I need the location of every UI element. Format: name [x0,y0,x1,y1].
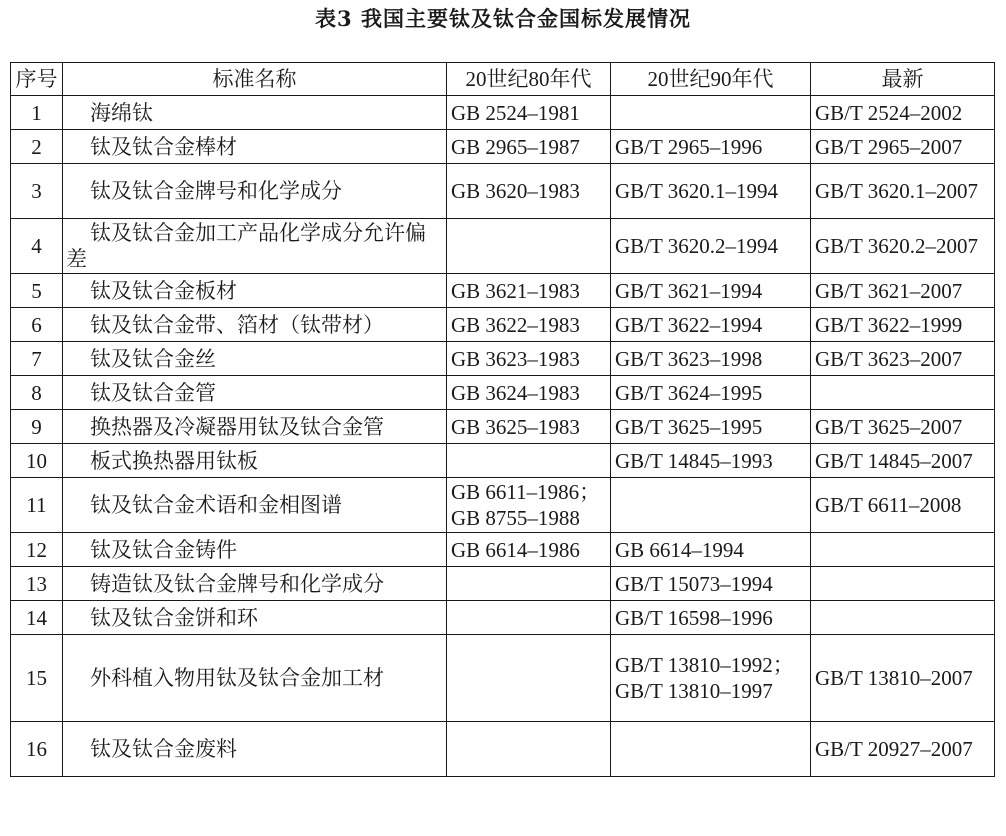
header-no: 序号 [11,63,63,96]
standard-latest: GB/T 3620.1–2007 [811,164,995,219]
standard-1980s: GB 3620–1983 [447,164,611,219]
standard-latest: GB/T 14845–2007 [811,444,995,478]
standard-1990s [611,478,811,533]
row-number: 16 [11,722,63,777]
header-1980s: 20世纪80年代 [447,63,611,96]
standard-1990s: GB/T 3623–1998 [611,342,811,376]
standard-name: 钛及钛合金铸件 [63,533,447,567]
table-row [11,376,995,410]
standard-latest: GB/T 3622–1999 [811,308,995,342]
standard-name: 钛及钛合金棒材 [63,130,447,164]
row-number: 6 [11,308,63,342]
standard-1980s [447,478,611,533]
standard-1990s [611,96,811,130]
table-title: 表3 我国主要钛及钛合金国标发展情况 [315,6,691,31]
standard-1980s [447,567,611,601]
table-row [11,274,995,308]
table-row [11,722,995,777]
standard-1990s: GB/T 16598–1996 [611,601,811,635]
standard-name: 钛及钛合金带、箔材（钛带材） [63,308,447,342]
standard-name: 钛及钛合金加工产品化学成分允许偏差 [63,219,447,274]
row-number: 5 [11,274,63,308]
standard-name: 钛及钛合金管 [63,376,447,410]
standard-1980s: GB 3621–1983 [447,274,611,308]
table-row [11,635,995,722]
standard-latest: GB/T 2965–2007 [811,130,995,164]
table-row [11,410,995,444]
row-number: 3 [11,164,63,219]
table-row [11,567,995,601]
standard-1980s: GB 2524–1981 [447,96,611,130]
row-number: 10 [11,444,63,478]
standard-1990s: GB/T 13810–1992；GB/T 13810–1997 [611,635,811,722]
standard-name: 铸造钛及钛合金牌号和化学成分 [63,567,447,601]
standard-1990s: GB 6614–1994 [611,533,811,567]
standard-1980s: GB 3625–1983 [447,410,611,444]
standard-1980s: GB 3623–1983 [447,342,611,376]
header-row [11,63,995,96]
header-1990s: 20世纪90年代 [611,63,811,96]
standard-latest [811,376,995,410]
standard-latest: GB/T 3625–2007 [811,410,995,444]
standard-1990s [611,722,811,777]
row-number: 15 [11,635,63,722]
standard-name: 钛及钛合金废料 [63,722,447,777]
row-number: 9 [11,410,63,444]
row-number: 4 [11,219,63,274]
standard-latest: GB/T 3623–2007 [811,342,995,376]
standard-1980s: GB 3622–1983 [447,308,611,342]
standard-1980s-line: GB 6611–1986； [451,480,601,504]
row-number: 2 [11,130,63,164]
standard-1990s: GB/T 15073–1994 [611,567,811,601]
row-number: 1 [11,96,63,130]
standard-1990s: GB/T 3621–1994 [611,274,811,308]
table-row [11,533,995,567]
table-row [11,308,995,342]
standard-1980s [447,722,611,777]
header-name: 标准名称 [63,63,447,96]
standard-name: 换热器及冷凝器用钛及钛合金管 [63,410,447,444]
standard-name: 钛及钛合金饼和环 [63,601,447,635]
standard-1980s [447,635,611,722]
standard-1990s: GB/T 3624–1995 [611,376,811,410]
standard-name: 海绵钛 [63,96,447,130]
standard-1990s: GB/T 14845–1993 [611,444,811,478]
standard-1980s: GB 6614–1986 [447,533,611,567]
standard-1990s: GB/T 2965–1996 [611,130,811,164]
standard-latest [811,533,995,567]
standard-latest: GB/T 3620.2–2007 [811,219,995,274]
standard-name: 钛及钛合金丝 [63,342,447,376]
standard-1990s: GB/T 3625–1995 [611,410,811,444]
header-latest: 最新 [811,63,995,96]
table-row [11,96,995,130]
standard-name: 外科植入物用钛及钛合金加工材 [63,635,447,722]
table-row [11,478,995,533]
standard-1980s [447,219,611,274]
table-row [11,219,995,274]
table-row [11,444,995,478]
standard-name: 钛及钛合金术语和金相图谱 [63,478,447,533]
standard-latest: GB/T 20927–2007 [811,722,995,777]
table-row [11,130,995,164]
table-row [11,164,995,219]
standard-latest [811,567,995,601]
table-row [11,601,995,635]
standard-latest [811,601,995,635]
standard-1990s: GB/T 3620.1–1994 [611,164,811,219]
table-row [11,342,995,376]
standard-latest: GB/T 2524–2002 [811,96,995,130]
standards-table [10,62,995,777]
standard-1990s: GB/T 3622–1994 [611,308,811,342]
standard-1980s [447,444,611,478]
standard-latest: GB/T 6611–2008 [811,478,995,533]
standard-name: 钛及钛合金板材 [63,274,447,308]
standard-1980s: GB 2965–1987 [447,130,611,164]
row-number: 7 [11,342,63,376]
row-number: 14 [11,601,63,635]
row-number: 12 [11,533,63,567]
row-number: 13 [11,567,63,601]
standard-1980s-line: GB 8755–1988 [451,506,580,530]
standard-1990s: GB/T 3620.2–1994 [611,219,811,274]
row-number: 11 [11,478,63,533]
standard-1980s [447,601,611,635]
standard-1980s: GB 3624–1983 [447,376,611,410]
standard-latest: GB/T 13810–2007 [811,635,995,722]
standard-name: 钛及钛合金牌号和化学成分 [63,164,447,219]
standard-name: 板式换热器用钛板 [63,444,447,478]
standard-latest: GB/T 3621–2007 [811,274,995,308]
row-number: 8 [11,376,63,410]
